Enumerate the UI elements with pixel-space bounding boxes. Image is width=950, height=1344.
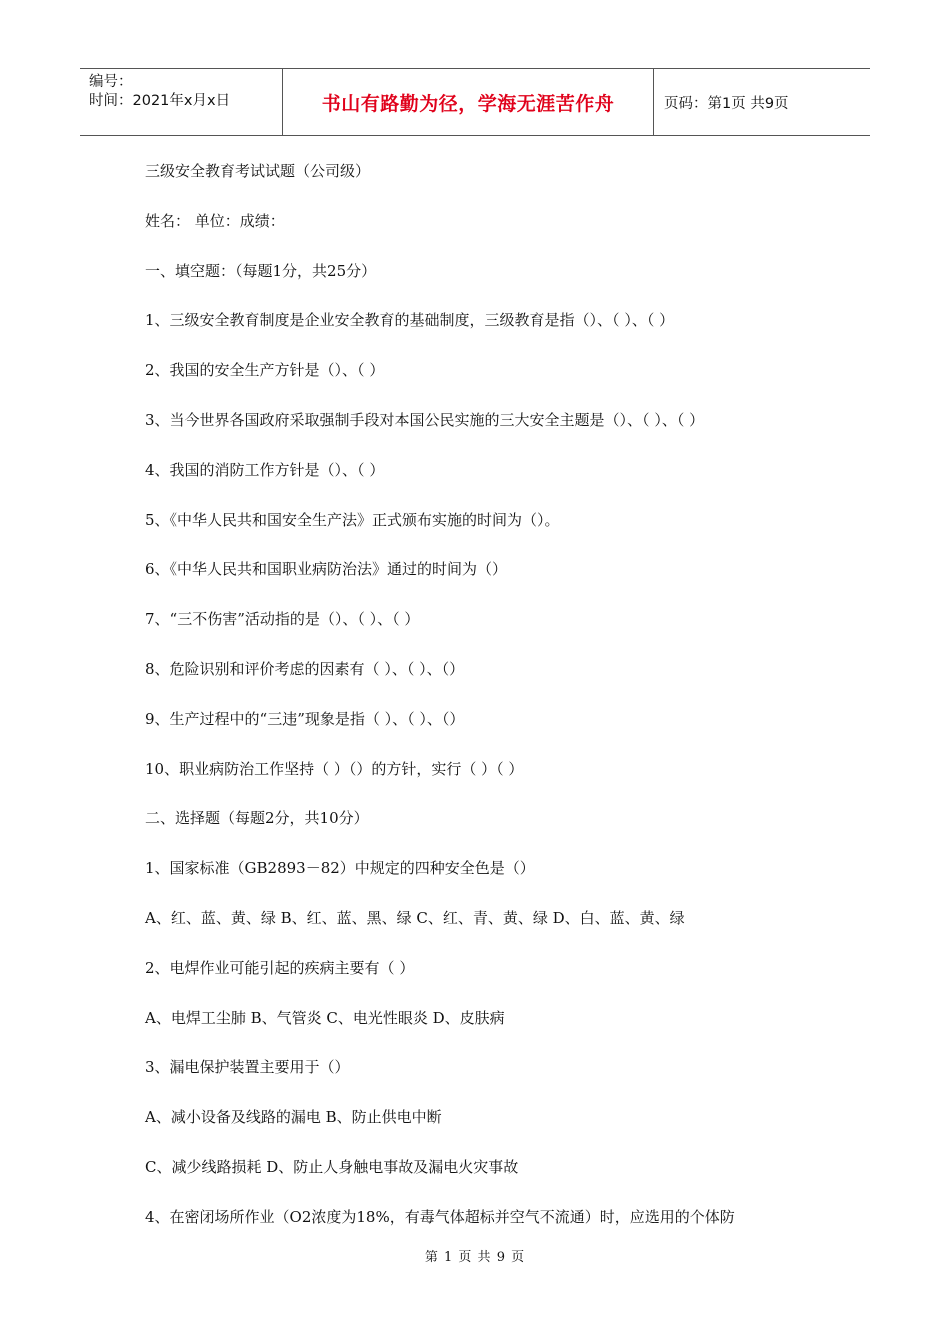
- question-line: 3、漏电保护装置主要用于（）: [145, 1058, 350, 1077]
- header-meta: [80, 69, 282, 135]
- answer-options-line: A、红、蓝、黄、绿 B、红、蓝、黑、绿 C、红、青、黄、绿 D、白、蓝、黄、绿: [145, 908, 685, 927]
- section-heading-choice: 二、选择题（每题2分，共10分）: [145, 809, 369, 828]
- header-motto: 书山有路勤为径，学海无涯苦作舟: [321, 92, 615, 115]
- header-page-info: 页码：第1页 共9页: [664, 95, 789, 112]
- question-line: 6、《中华人民共和国职业病防治法》通过的时间为（）: [145, 560, 508, 579]
- section-heading-fill-blank: 一、填空题：（每题1分，共25分）: [145, 261, 377, 280]
- question-line: 4、我国的消防工作方针是（）、（ ）: [145, 460, 385, 479]
- question-line: 9、生产过程中的“三违”现象是指（ ）、（ ）、（）: [145, 709, 465, 728]
- name-unit-score-line: 姓名： 单位：成绩：: [145, 211, 285, 230]
- header-page-cell: [654, 69, 870, 135]
- question-line: 7、“三不伤害”活动指的是（）、（ ）、（ ）: [145, 610, 420, 629]
- number-label: 编号：: [89, 74, 133, 90]
- question-line: 2、电焊作业可能引起的疾病主要有（ ）: [145, 958, 415, 977]
- question-line: 3、当今世界各国政府采取强制手段对本国公民实施的三大安全主题是（）、（ ）、（ ）: [145, 410, 705, 429]
- document-body: [145, 158, 845, 1254]
- question-line: 2、我国的安全生产方针是（）、（ ）: [145, 361, 385, 380]
- question-line: 1、三级安全教育制度是企业安全教育的基础制度，三级教育是指（）、（ ）、（ ）: [145, 311, 675, 330]
- question-line: 1、国家标准（GB2893－82）中规定的四种安全色是（）: [145, 859, 535, 878]
- answer-options-line: C、减少线路损耗 D、防止人身触电事故及漏电火灾事故: [145, 1157, 519, 1176]
- document-header: [80, 68, 870, 136]
- document-title: 三级安全教育考试试题（公司级）: [145, 162, 371, 180]
- answer-options-line: A、电焊工尘肺 B、气管炎 C、电光性眼炎 D、皮肤病: [145, 1008, 505, 1027]
- question-line: 8、危险识别和评价考虑的因素有（ ）、（ ）、（）: [145, 659, 465, 678]
- question-line: 5、《中华人民共和国安全生产法》正式颁布实施的时间为（）。: [145, 510, 560, 529]
- answer-options-line: A、减小设备及线路的漏电 B、防止供电中断: [145, 1108, 442, 1127]
- page-footer: 第 1 页 共 9 页: [424, 1250, 526, 1265]
- question-line: 4、在密闭场所作业（O2浓度为18%，有毒气体超标并空气不流通）时，应选用的个体防: [145, 1207, 735, 1226]
- question-line: 10、职业病防治工作坚持（ ）（）的方针，实行（ ）（ ）: [145, 759, 524, 778]
- date-label: 时间：2021年x月x日: [89, 93, 231, 109]
- header-motto-cell: [282, 69, 654, 135]
